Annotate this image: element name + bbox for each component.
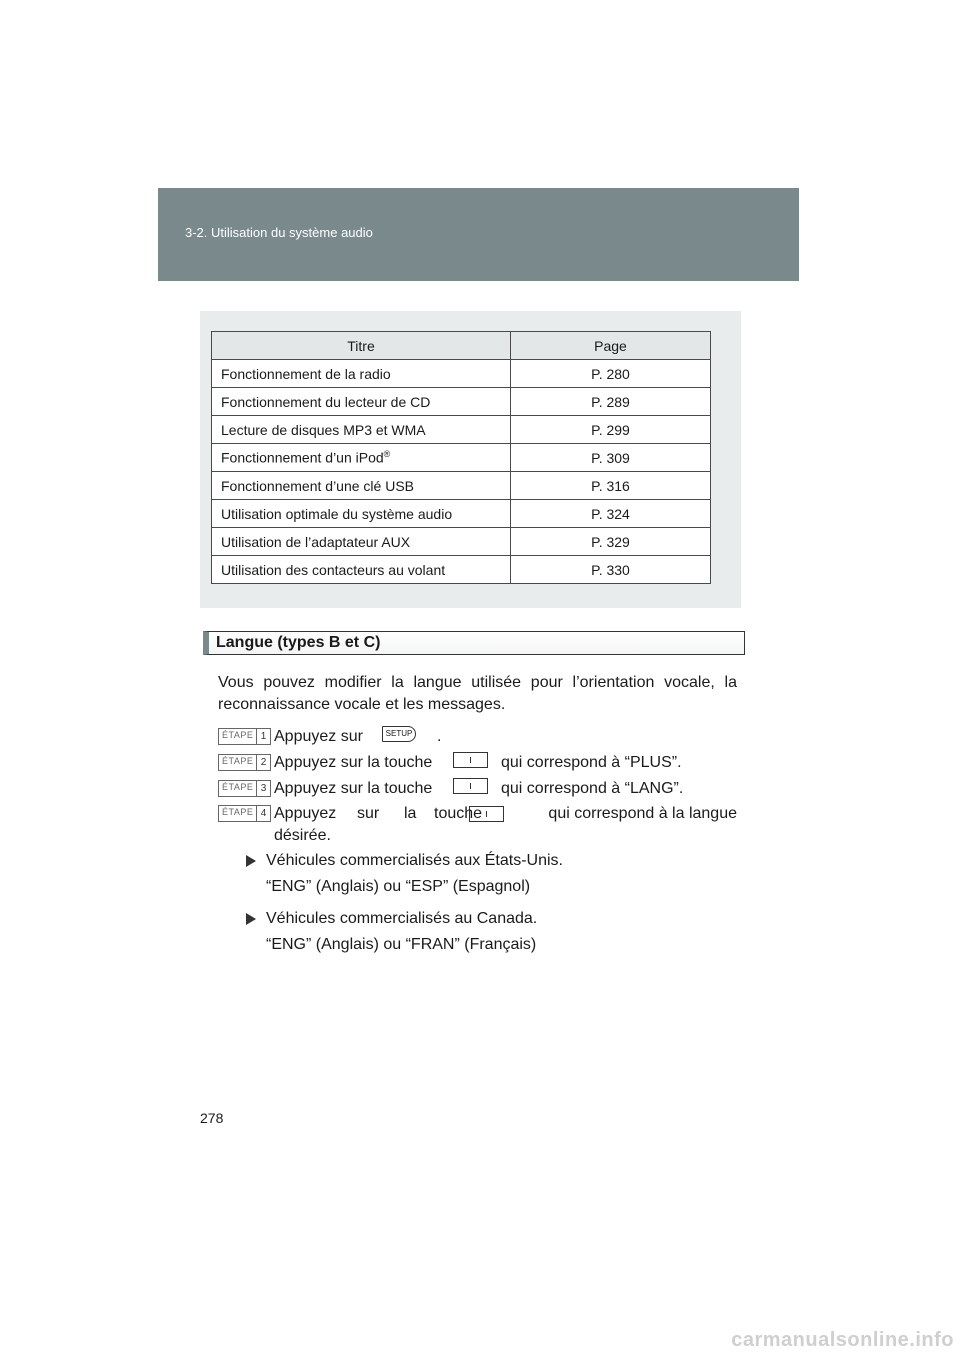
step-badge-number: 4 [256,806,270,821]
table-row [212,556,711,584]
row-page: P. 316 [511,472,711,500]
registered-mark: ® [383,449,391,460]
step-text-before: Appuyez sur la touche [274,780,433,797]
touch-key-icon [453,752,488,768]
table-row [212,528,711,556]
step-text-after: qui correspond à “LANG”. [501,780,684,797]
step-2 [218,752,737,774]
section-heading-box [203,631,745,655]
row-page: P. 329 [511,528,711,556]
row-page: P. 289 [511,388,711,416]
row-page: P. 330 [511,556,711,584]
step-text-word: sur [357,805,380,822]
step-text-word: touche [434,805,483,822]
step-text-after: . [437,728,442,745]
step-badge [218,780,271,797]
toc-table-panel [200,311,741,608]
step-badge-number: 3 [256,781,270,796]
page-number: 278 [200,1110,224,1126]
step-text-before: Appuyez sur [274,728,363,745]
table-header-row [212,332,711,360]
row-title: Fonctionnement de la radio [212,360,511,388]
row-title: Lecture de disques MP3 et WMA [212,416,511,444]
step-badge-label: ÉTAPE [222,730,254,740]
step-badge [218,728,271,745]
step-badge [218,805,271,822]
touch-key-icon [453,778,488,794]
step-badge-number: 2 [256,755,270,770]
setup-button-icon: SETUP [382,726,416,742]
bullet-detail: “ENG” (Anglais) ou “FRAN” (Français) [266,936,537,953]
step-text-word: Appuyez [274,805,337,822]
row-title: Fonctionnement d’un iPod [221,449,384,466]
step-badge [218,754,271,771]
section-header-title: 3-2. Utilisation du système audio [185,225,373,240]
table-row [212,416,711,444]
intro-paragraph: Vous pouvez modifier la langue utilisée pour l’orientation vocale, la reconnaissance vocale et les messages. [218,674,737,713]
step-text-word: la [404,805,417,822]
column-header-page: Page [511,332,711,360]
triangle-bullet-icon [246,855,256,867]
row-page: P. 324 [511,500,711,528]
column-header-title: Titre [212,332,511,360]
step-1 [218,726,737,748]
row-title-cell [212,444,511,472]
touch-key-icon [469,806,504,822]
step-badge-label: ÉTAPE [222,807,254,817]
section-heading: Langue (types B et C) [216,634,381,651]
step-badge-label: ÉTAPE [222,756,254,766]
step-badge-number: 1 [256,729,270,744]
bullet-label: Véhicules commercialisés aux États-Unis. [266,852,563,869]
section-header-band [158,188,799,281]
toc-table [211,331,711,584]
step-text-line2: désirée. [274,827,331,844]
step-3 [218,778,737,800]
row-title: Utilisation de l’adaptateur AUX [212,528,511,556]
table-row [212,360,711,388]
bullet-label: Véhicules commercialisés au Canada. [266,910,538,927]
row-page: P. 309 [511,444,711,472]
watermark: carmanualsonline.info [731,1329,954,1351]
bullet-detail: “ENG” (Anglais) ou “ESP” (Espagnol) [266,878,531,895]
step-4 [218,803,737,847]
step-text-after: qui correspond à la langue [548,805,737,822]
row-title: Utilisation des contacteurs au volant [212,556,511,584]
table-row [212,444,711,472]
table-row [212,500,711,528]
row-title: Fonctionnement d’une clé USB [212,472,511,500]
triangle-bullet-icon [246,913,256,925]
step-badge-label: ÉTAPE [222,782,254,792]
row-page: P. 280 [511,360,711,388]
row-title: Fonctionnement du lecteur de CD [212,388,511,416]
row-title: Utilisation optimale du système audio [212,500,511,528]
table-row [212,472,711,500]
row-page: P. 299 [511,416,711,444]
table-row [212,388,711,416]
step-text-before: Appuyez sur la touche [274,754,433,771]
step-text-after: qui correspond à “PLUS”. [501,754,682,771]
